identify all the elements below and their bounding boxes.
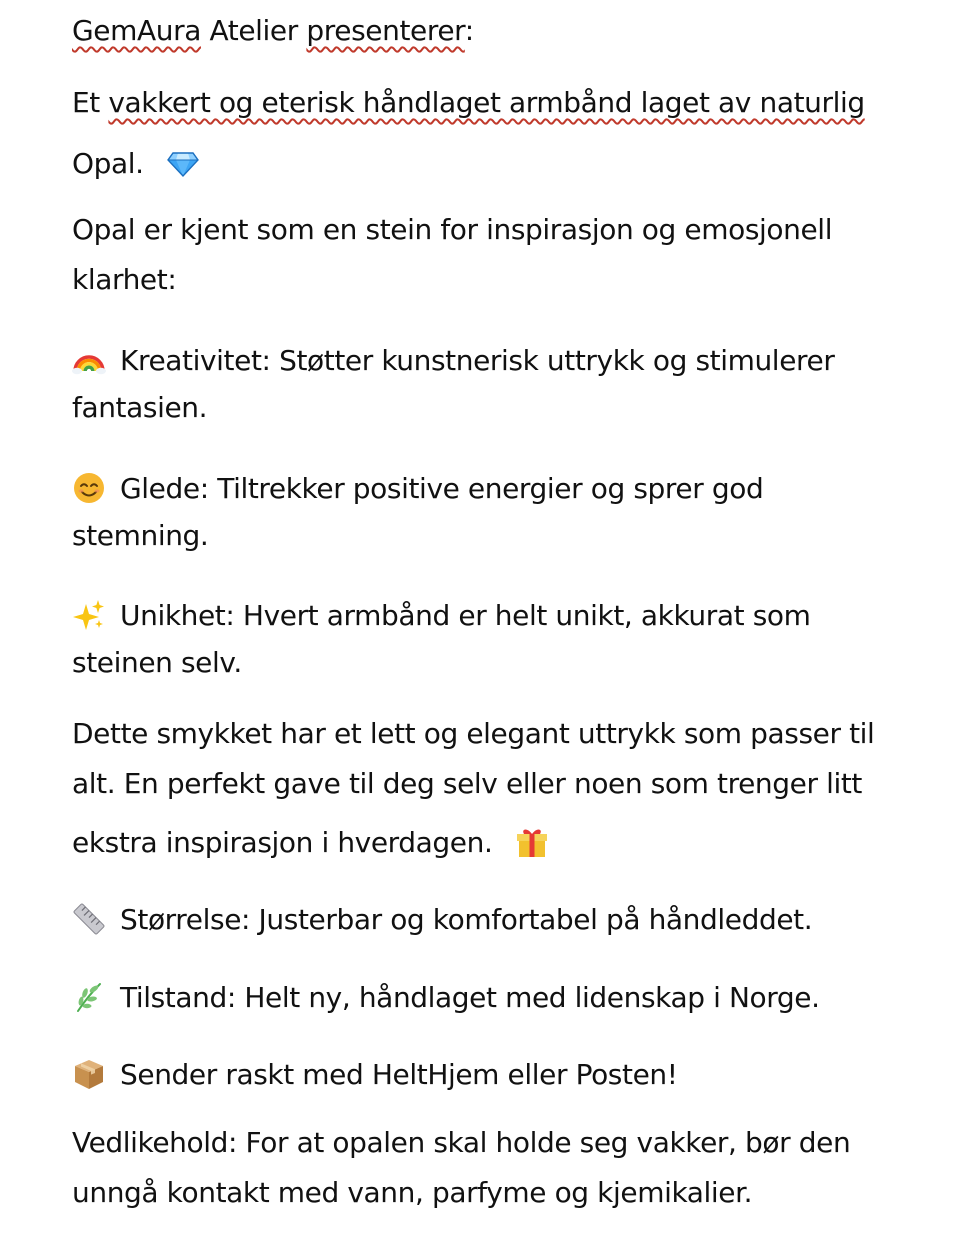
gift-icon — [515, 825, 549, 859]
opal-line-2: klarhet: — [72, 263, 177, 296]
benefit-text: Kreativitet: Støtter kunstnerisk uttrykk og stimulerer — [120, 344, 835, 377]
detail-size — [72, 902, 812, 936]
smiling-face-icon — [72, 471, 106, 505]
rainbow-icon — [72, 343, 106, 377]
sparkles-icon — [72, 598, 106, 632]
intro-prefix: Et — [72, 86, 109, 119]
detail-condition — [72, 980, 820, 1014]
care-line-2: unngå kontakt med vann, parfyme og kjemikalier. — [72, 1176, 753, 1209]
gem-icon — [166, 146, 200, 180]
package-icon — [72, 1057, 106, 1091]
misspelled-phrase[interactable]: vakkert og eterisk håndlaget armbånd laget av naturlig — [108, 86, 865, 119]
detail-text: Sender raskt med HeltHjem eller Posten! — [120, 1058, 678, 1091]
detail-shipping — [72, 1057, 678, 1091]
benefit-glede-cont: stemning. — [72, 519, 209, 552]
description-line-1: Dette smykket har et lett og elegant uttrykk som passer til — [72, 717, 875, 750]
benefit-unikhet — [72, 598, 811, 632]
detail-text: Tilstand: Helt ny, håndlaget med lidenskap i Norge. — [120, 981, 820, 1014]
care-line-1: Vedlikehold: For at opalen skal holde seg vakker, bør den — [72, 1126, 851, 1159]
benefit-glede — [72, 471, 763, 505]
heading-line — [72, 14, 474, 47]
punctuation: : — [464, 14, 474, 47]
intro-line-1 — [72, 86, 865, 119]
detail-text: Størrelse: Justerbar og komfortabel på håndleddet. — [120, 903, 813, 936]
description-line-2: alt. En perfekt gave til deg selv eller noen som trenger litt — [72, 767, 862, 800]
description-text: ekstra inspirasjon i hverdagen. — [72, 826, 493, 859]
herb-icon — [72, 980, 106, 1014]
plain-word: Atelier — [209, 14, 298, 47]
benefit-text: Glede: Tiltrekker positive energier og sprer god — [120, 472, 764, 505]
benefit-kreativitet — [72, 343, 834, 377]
misspelled-word[interactable]: GemAura — [72, 14, 201, 47]
misspelled-word[interactable]: presenterer — [306, 14, 465, 47]
benefit-kreativitet-cont: fantasien. — [72, 391, 208, 424]
description-line-3 — [72, 825, 549, 859]
benefit-text: Unikhet: Hvert armbånd er helt unikt, akkurat som — [120, 599, 811, 632]
intro-text: Opal. — [72, 147, 144, 180]
intro-line-2 — [72, 146, 200, 180]
benefit-unikhet-cont: steinen selv. — [72, 646, 242, 679]
opal-line-1: Opal er kjent som en stein for inspirasjon og emosjonell — [72, 213, 833, 246]
ruler-icon — [72, 902, 106, 936]
